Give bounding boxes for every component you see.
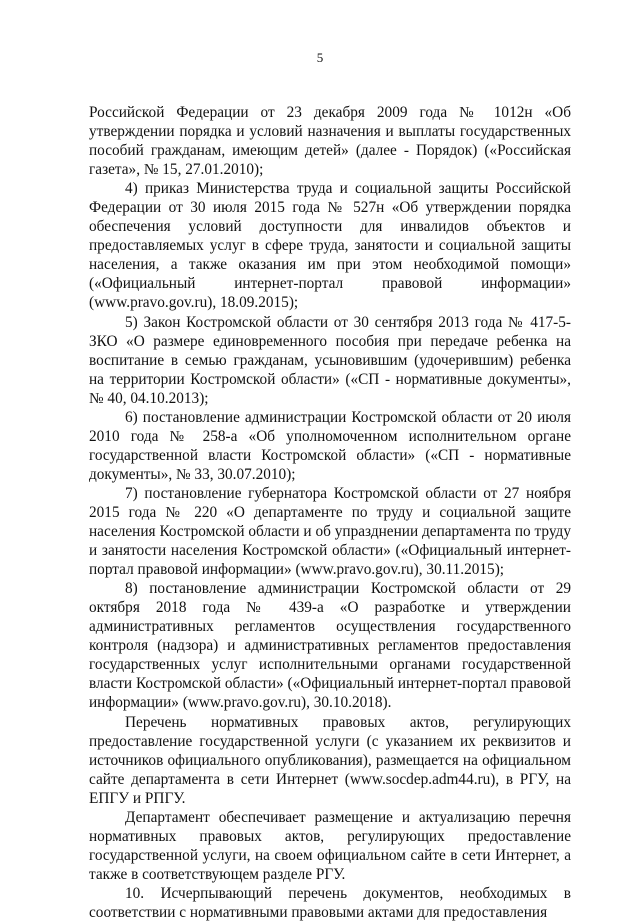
paragraph-list-publication: Перечень нормативных правовых актов, регулирующих предоставление государственной услуги (с указанием их реквизитов и источников официального опубликования), размещается на официальном сайте департамента в сети Интернет (www.socdep.adm44.ru), в РГУ, на ЕПГУ и РПГУ. [89, 713, 571, 807]
paragraph-section-10: 10. Исчерпывающий перечень документов, необходимых в соответствии с нормативными правовыми актами для предоставления [89, 884, 571, 921]
paragraph-continuation: Российской Федерации от 23 декабря 2009 года № 1012н «Об утверждении порядка и условий назначения и выплаты государственных пособий гражданам, имеющим детей» (далее - Порядок) («Российская газета», № 15, 27.01.2010); [89, 104, 571, 179]
paragraph-item-4: 4) приказ Министерства труда и социальной защиты Российской Федерации от 30 июля 2015 года № 527н «Об утверждении порядка обеспечения условий доступности для инвалидов объектов и предоставляемых услуг в сфере труда, занятости и социальной защиты населения, а также оказания им при этом необходимой помощи» («Официальный интернет-портал правовой информации» (www.pravo.gov.ru), 18.09.2015); [89, 180, 571, 312]
page-number: 5 [316, 50, 324, 65]
paragraph-item-6: 6) постановление администрации Костромской области от 20 июля 2010 года № 258-а «Об уполномоченном исполнительном органе государственной власти Костромской области» («СП - нормативные документы», № 33, 30.07.2010); [89, 408, 571, 483]
paragraph-list-maintenance: Департамент обеспечивает размещение и актуализацию перечня нормативных правовых актов, регулирующих предоставление государственной услуги, на своем официальном сайте в сети Интернет, а также в соответствующем разделе РГУ. [89, 808, 571, 883]
paragraph-item-7: 7) постановление губернатора Костромской области от 27 ноября 2015 года № 220 «О департаменте по труду и социальной защите населения Костромской области и об упразднении департамента по труду и занятости населения Костромской области» («Официальный интернет-портал правовой информации» (www.pravo.gov.ru), 30.11.2015); [89, 484, 571, 579]
document-body [89, 103, 571, 922]
paragraph-item-5: 5) Закон Костромской области от 30 сентября 2013 года № 417-5-ЗКО «О размере единовременного пособия при передаче ребенка на воспитание в семью гражданам, усыновившим (удочерившим) ребенка на территории Костромской области» («СП - нормативные документы», № 40, 04.10.2013); [89, 313, 571, 407]
paragraph-item-8: 8) постановление администрации Костромской области от 29 октября 2018 года № 439-а «О разработке и утверждении административных регламентов осуществления государственного контроля (надзора) и административных регламентов предоставления государственных услуг исполнительными органами государственной власти Костромской области» («Официальный интернет-портал правовой информации» (www.pravo.gov.ru), 30.10.2018). [89, 580, 571, 712]
